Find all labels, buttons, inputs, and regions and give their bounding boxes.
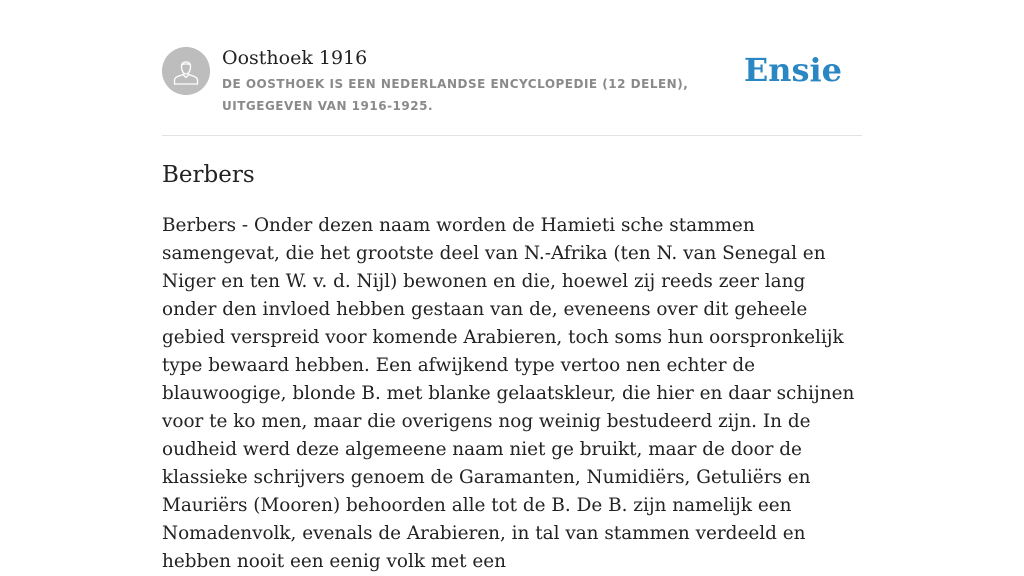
- author-name[interactable]: Oosthoek 1916: [222, 47, 368, 69]
- author-description: DE OOSTHOEK IS EEN NEDERLANDSE ENCYCLOPEDIE (12 DELEN), UITGEGEVEN VAN 1916-1925.: [222, 77, 689, 113]
- article-title: Berbers: [162, 162, 255, 188]
- user-silhouette-icon: [162, 47, 210, 95]
- brand-logo[interactable]: Ensie: [743, 51, 842, 89]
- author-header: [162, 0, 862, 136]
- author-info: [222, 45, 757, 117]
- article-body: Berbers - Onder dezen naam worden de Hamieti sche stammen samengevat, die het grootste deel van N.-Afrika (ten N. van Senegal en Niger en ten W. v. d. Nijl) bewonen en die, hoewel zij reeds zeer lang onder den invloed hebben gestaan van de, eveneens over dit geheele gebied verspreid voor komende Arabieren, toch soms hun oorspronkelijk type bewaard hebben. Een afwijkend type vertoo nen echter de blauwoogige, blonde B. met blanke gelaatskleur, die hier en daar schijnen voor te ko men, maar die overigens nog weinig bestudeerd zijn. In de oudheid werd deze algemeene naam niet ge bruikt, maar de door de klassieke schrijvers genoem de Garamanten, Numidiërs, Getuliërs en Mauriërs (Mooren) behoorden alle tot de B. De B. zijn namelijk een Nomadenvolk, evenals de Arabieren, in tal van stammen verdeeld en hebben nooit een eenig volk met een: [162, 215, 855, 572]
- author-avatar[interactable]: [162, 47, 210, 95]
- page: [162, 0, 862, 572]
